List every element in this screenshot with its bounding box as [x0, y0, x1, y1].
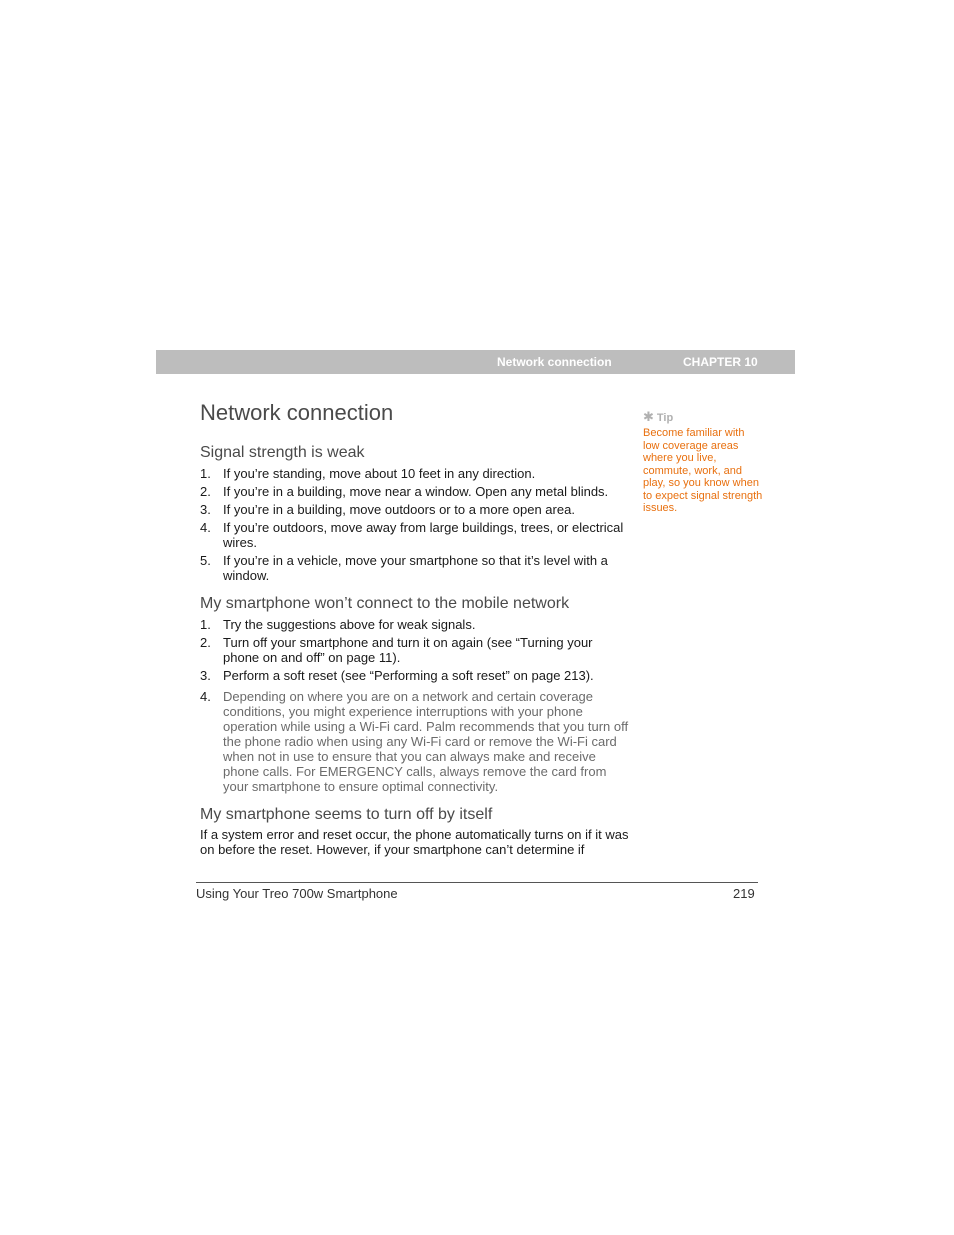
list-text: Depending on where you are on a network and certain coverage conditions, you might experience interruptions with your phone operation while using a Wi-Fi card. Palm recommends that you turn off the phone radio when using any Wi-Fi card or remove the Wi-Fi card when not in use to ensure that you can always make and receive phone calls. For EMERGENCY calls, always remove the card from your smartphone to ensure optimal connectivity.	[223, 689, 629, 794]
list-text: If you’re in a building, move near a window. Open any metal blinds.	[223, 484, 609, 499]
list-item	[200, 635, 630, 665]
list-item	[200, 466, 630, 481]
list-number: 4.	[200, 520, 211, 535]
list-number: 2.	[200, 635, 211, 650]
connection-steps-list	[200, 617, 630, 797]
running-header	[156, 350, 795, 374]
list-text: Turn off your smartphone and turn it on again (see “Turning your phone on and off” on page 11).	[223, 635, 593, 665]
list-number: 2.	[200, 484, 211, 499]
footer-page-number: 219	[733, 886, 755, 901]
list-text: If you’re in a vehicle, move your smartphone so that it’s level with a window.	[223, 553, 608, 583]
footer-divider	[196, 882, 758, 883]
list-number: 3.	[200, 502, 211, 517]
page-title: Network connection	[200, 400, 394, 425]
list-text: If you’re outdoors, move away from large buildings, trees, or electrical wires.	[223, 520, 624, 550]
header-section-title: Network connection	[497, 355, 612, 369]
list-number: 4.	[200, 689, 211, 704]
signal-steps-list	[200, 466, 630, 586]
asterisk-icon: ✱	[643, 409, 654, 424]
heading-signal-strength: Signal strength is weak	[200, 444, 365, 461]
list-number: 1.	[200, 466, 211, 481]
footer-book-title: Using Your Treo 700w Smartphone	[196, 886, 398, 901]
heading-turns-off: My smartphone seems to turn off by itself	[200, 806, 493, 823]
list-item	[200, 520, 630, 550]
list-text: Perform a soft reset (see “Performing a soft reset” on page 213).	[223, 668, 594, 683]
list-text: If you’re standing, move about 10 feet in any direction.	[223, 466, 536, 481]
list-item	[200, 553, 630, 583]
list-item	[200, 484, 630, 499]
tip-sidebar	[643, 409, 763, 515]
heading-no-connection: My smartphone won’t connect to the mobile network	[200, 595, 570, 612]
list-number: 5.	[200, 553, 211, 568]
tip-label-text: Tip	[656, 412, 674, 424]
tip-label	[643, 409, 763, 425]
list-item	[200, 668, 630, 683]
list-item	[200, 502, 630, 517]
list-text: Try the suggestions above for weak signals.	[223, 617, 476, 632]
turns-off-paragraph: If a system error and reset occur, the phone automatically turns on if it was on before the reset. However, if your smartphone can’t determine if	[200, 827, 629, 857]
list-number: 1.	[200, 617, 211, 632]
header-chapter-label: CHAPTER 10	[683, 355, 758, 369]
list-item-note	[200, 689, 630, 794]
list-number: 3.	[200, 668, 211, 683]
tip-text: Become familiar with low coverage areas where you live, commute, work, and play, so you know when to expect signal strength issues.	[643, 427, 763, 514]
list-text: If you’re in a building, move outdoors or to a more open area.	[223, 502, 575, 517]
list-item	[200, 617, 630, 632]
